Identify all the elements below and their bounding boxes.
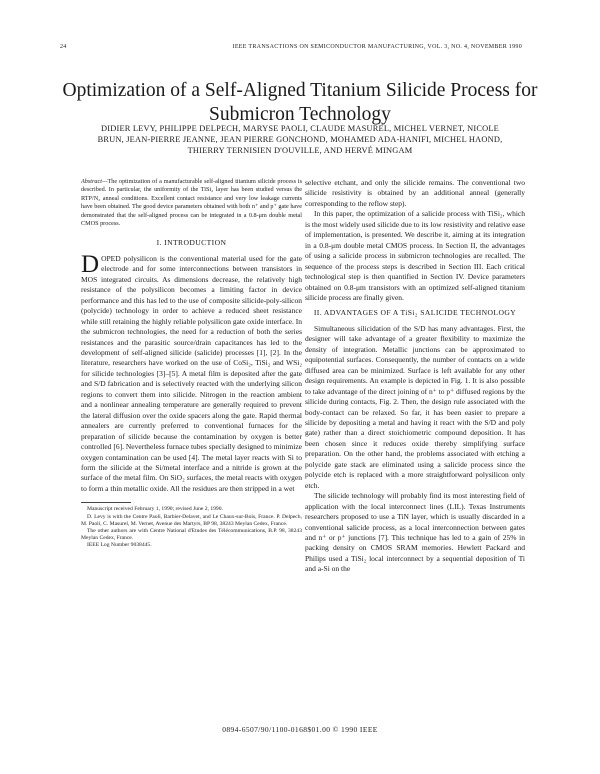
section-heading-advantages: II. ADVANTAGES OF A TiSi₂ SALICIDE TECHNOLOGY <box>313 308 517 318</box>
body-paragraph: selective etchant, and only the silicide remains. The conventional two silicide resistivity is obtained by an additional anneal (generally corresponding to the reflow step). <box>305 178 525 208</box>
footnote: IEEE Log Number 9038445. <box>87 542 152 549</box>
author-list: DIDIER LEVY, PHILIPPE DELPECH, MARYSE PAOLI, CLAUDE MASUREL, MICHEL VERNET, NICOLE BRUN, JEAN-PIERRE JEANNE, JEAN PIERRE GONCHOND, MOHAMED ADA-HANIFI, MICHEL HAOND, THIERRY TERNISIEN D'OUVILLE, AND HERVÉ MINGAM <box>97 124 503 155</box>
intro-paragraph-text: OPED polysilicon is the conventional material used for the gate electrode and for some interconnections between transistors in MOS integrated circuits. As dimensions decrease, the relatively high resistance of the polysilicon becomes a limiting factor in device performance and this has led to the use of composite silicide-poly-silicon (polycide) technology in order to achieve a reduced sheet resistance while still retaining the highly reliable polysilicon gate oxide interface. In the submicron technologies, the need for a reduction of both the series resistances and the parasitic source/drain capacitances has led to the development of self-aligned silicide (salicide) processes [1], [2]. In the literature, researchers have worked on the use of CoSi₂, TiSi₂ and WSi₂ for silicide technologies [3]–[5]. A metal film is deposited after the gate and S/D fabrication and is selectively reacted with the underlying silicon regions to convert them into silicide. Nitrogen in the reaction ambient and a nonlinear annealing temperature are generally required to prevent the lateral diffusion over the oxide spacers along the gate. Rapid thermal annealers are currently preferred to conventional furnaces for the preparation of silicide because the contamination by oxygen is better controlled [6]. Nevertheless furnace tubes specially designed to minimize oxygen contamination can be used [4]. The metal layer reacts with Si to form the silicide at the Si/metal interface and a nitride is grown at the surface of the metal film. On SiO₂ surfaces, the metal reacts with oxygen to form a thin metallic oxide. All the residues are then stripped in a wet <box>81 253 302 493</box>
footnote-rule <box>81 502 131 503</box>
body-paragraph: In this paper, the optimization of a salicide process with TiSi₂, which is the most widely used silicide due to its low resistivity and relative ease of implementation, is presented. We describe it, aiming at its integration in a 0.8-μm double metal CMOS process. In Section II, the advantages of using a salicide process in submicron technologies are recalled. The sequence of the process steps is described in Section III. Each critical technological step is then quantified in Section IV. Device parameters obtained on 0.8-μm transistors with an optimized self-aligned titanium silicide process are finally given. <box>305 209 525 302</box>
left-column <box>81 178 302 550</box>
footnote: Manuscript received February 1, 1990; revised June 2, 1990. <box>87 506 223 513</box>
copyright-line: 0894-6507/90/1100-0168$01.00 © 1990 IEEE <box>222 725 378 734</box>
paper-title: Optimization of a Self-Aligned Titanium Silicide Process for Submicron Technology <box>62 80 538 126</box>
footnote: The other authors are with Centre National d'Etudes des Télécommunications, B.P. 98, 38243 Meylan Cedex, France. <box>81 527 302 542</box>
running-header <box>60 44 522 50</box>
body-paragraph: The silicide technology will probably find its most interesting field of application with the local interconnect lines (LIL). Texas Instruments researchers proposed to use a TiN layer, which is usually discarded in a conventional salicide process, as a local interconnection between gates and n⁺ or p⁺ junctions [7]. This technique has led to a gain of 25% in packing density on CMOS SRAM memories. Hewlett Packard and Philips used a TiSi₂ local interconnect by a sequential deposition of Ti and a-Si on the <box>305 491 525 574</box>
abstract-text: The optimization of a manufacturable self-aligned titanium silicide process is described. In particular, the uniformity of the TiSi₂ layer has been studied versus the RTP/N₂ anneal conditions. Excellent contact resistance and very low leakage currents have been obtained. The good device parameters obtained with both n⁺ and p⁺ gate have demonstrated that the self-aligned process can be integrated in a 0.8-μm double metal CMOS process. <box>81 178 302 228</box>
drop-cap: D <box>81 250 100 278</box>
section-heading-introduction: I. INTRODUCTION <box>156 238 227 248</box>
intro-paragraph <box>81 250 302 494</box>
page-number: 24 <box>60 44 67 50</box>
footnote: D. Levy is with the Centre Paoli, Barbier-Delavet, and Le Chaux-sur-Bois, France. P. Delpech, M. Paoli, C. Masurel, M. Vernet, Avenue des Martyrs, BP 98, 38243 Meylan Cedex, France. <box>81 513 302 527</box>
abstract <box>81 178 302 228</box>
right-column <box>305 178 525 575</box>
body-paragraph: Simultaneous silicidation of the S/D has many advantages. First, the designer will take advantage of a greater flexibility to maximize the density of integration. Metallic junctions can be approximated to equipotential surfaces. Consequently, the number of contacts on a wide diffused area can be minimized. Surface is left available for any other design requirements. An example is depicted in Fig. 1. It is also possible to take advantage of the direct joining of n⁺ to p⁺ diffused regions by the silicide during contacts, Fig. 2. Then, the design rule associated with the body-contact can be relaxed. So far, it has been easier to prepare a silicide by depositing a metal and having it react with the S/D and poly gate) rather than a direct stoichiometric compound deposition. It has been chosen since it reduces oxide thereby simplifying surface preparation. On the other hand, the problems associated with etching a polycide gate stack are eliminated using a salicide process since the polycide etch is replaced with a more straightforward polysilicon only etch. <box>305 323 525 490</box>
journal-header: IEEE TRANSACTIONS ON SEMICONDUCTOR MANUFACTURING, VOL. 3, NO. 4, NOVEMBER 1990 <box>232 44 522 50</box>
abstract-lead: Abstract— <box>81 178 108 185</box>
footnotes <box>81 506 302 549</box>
